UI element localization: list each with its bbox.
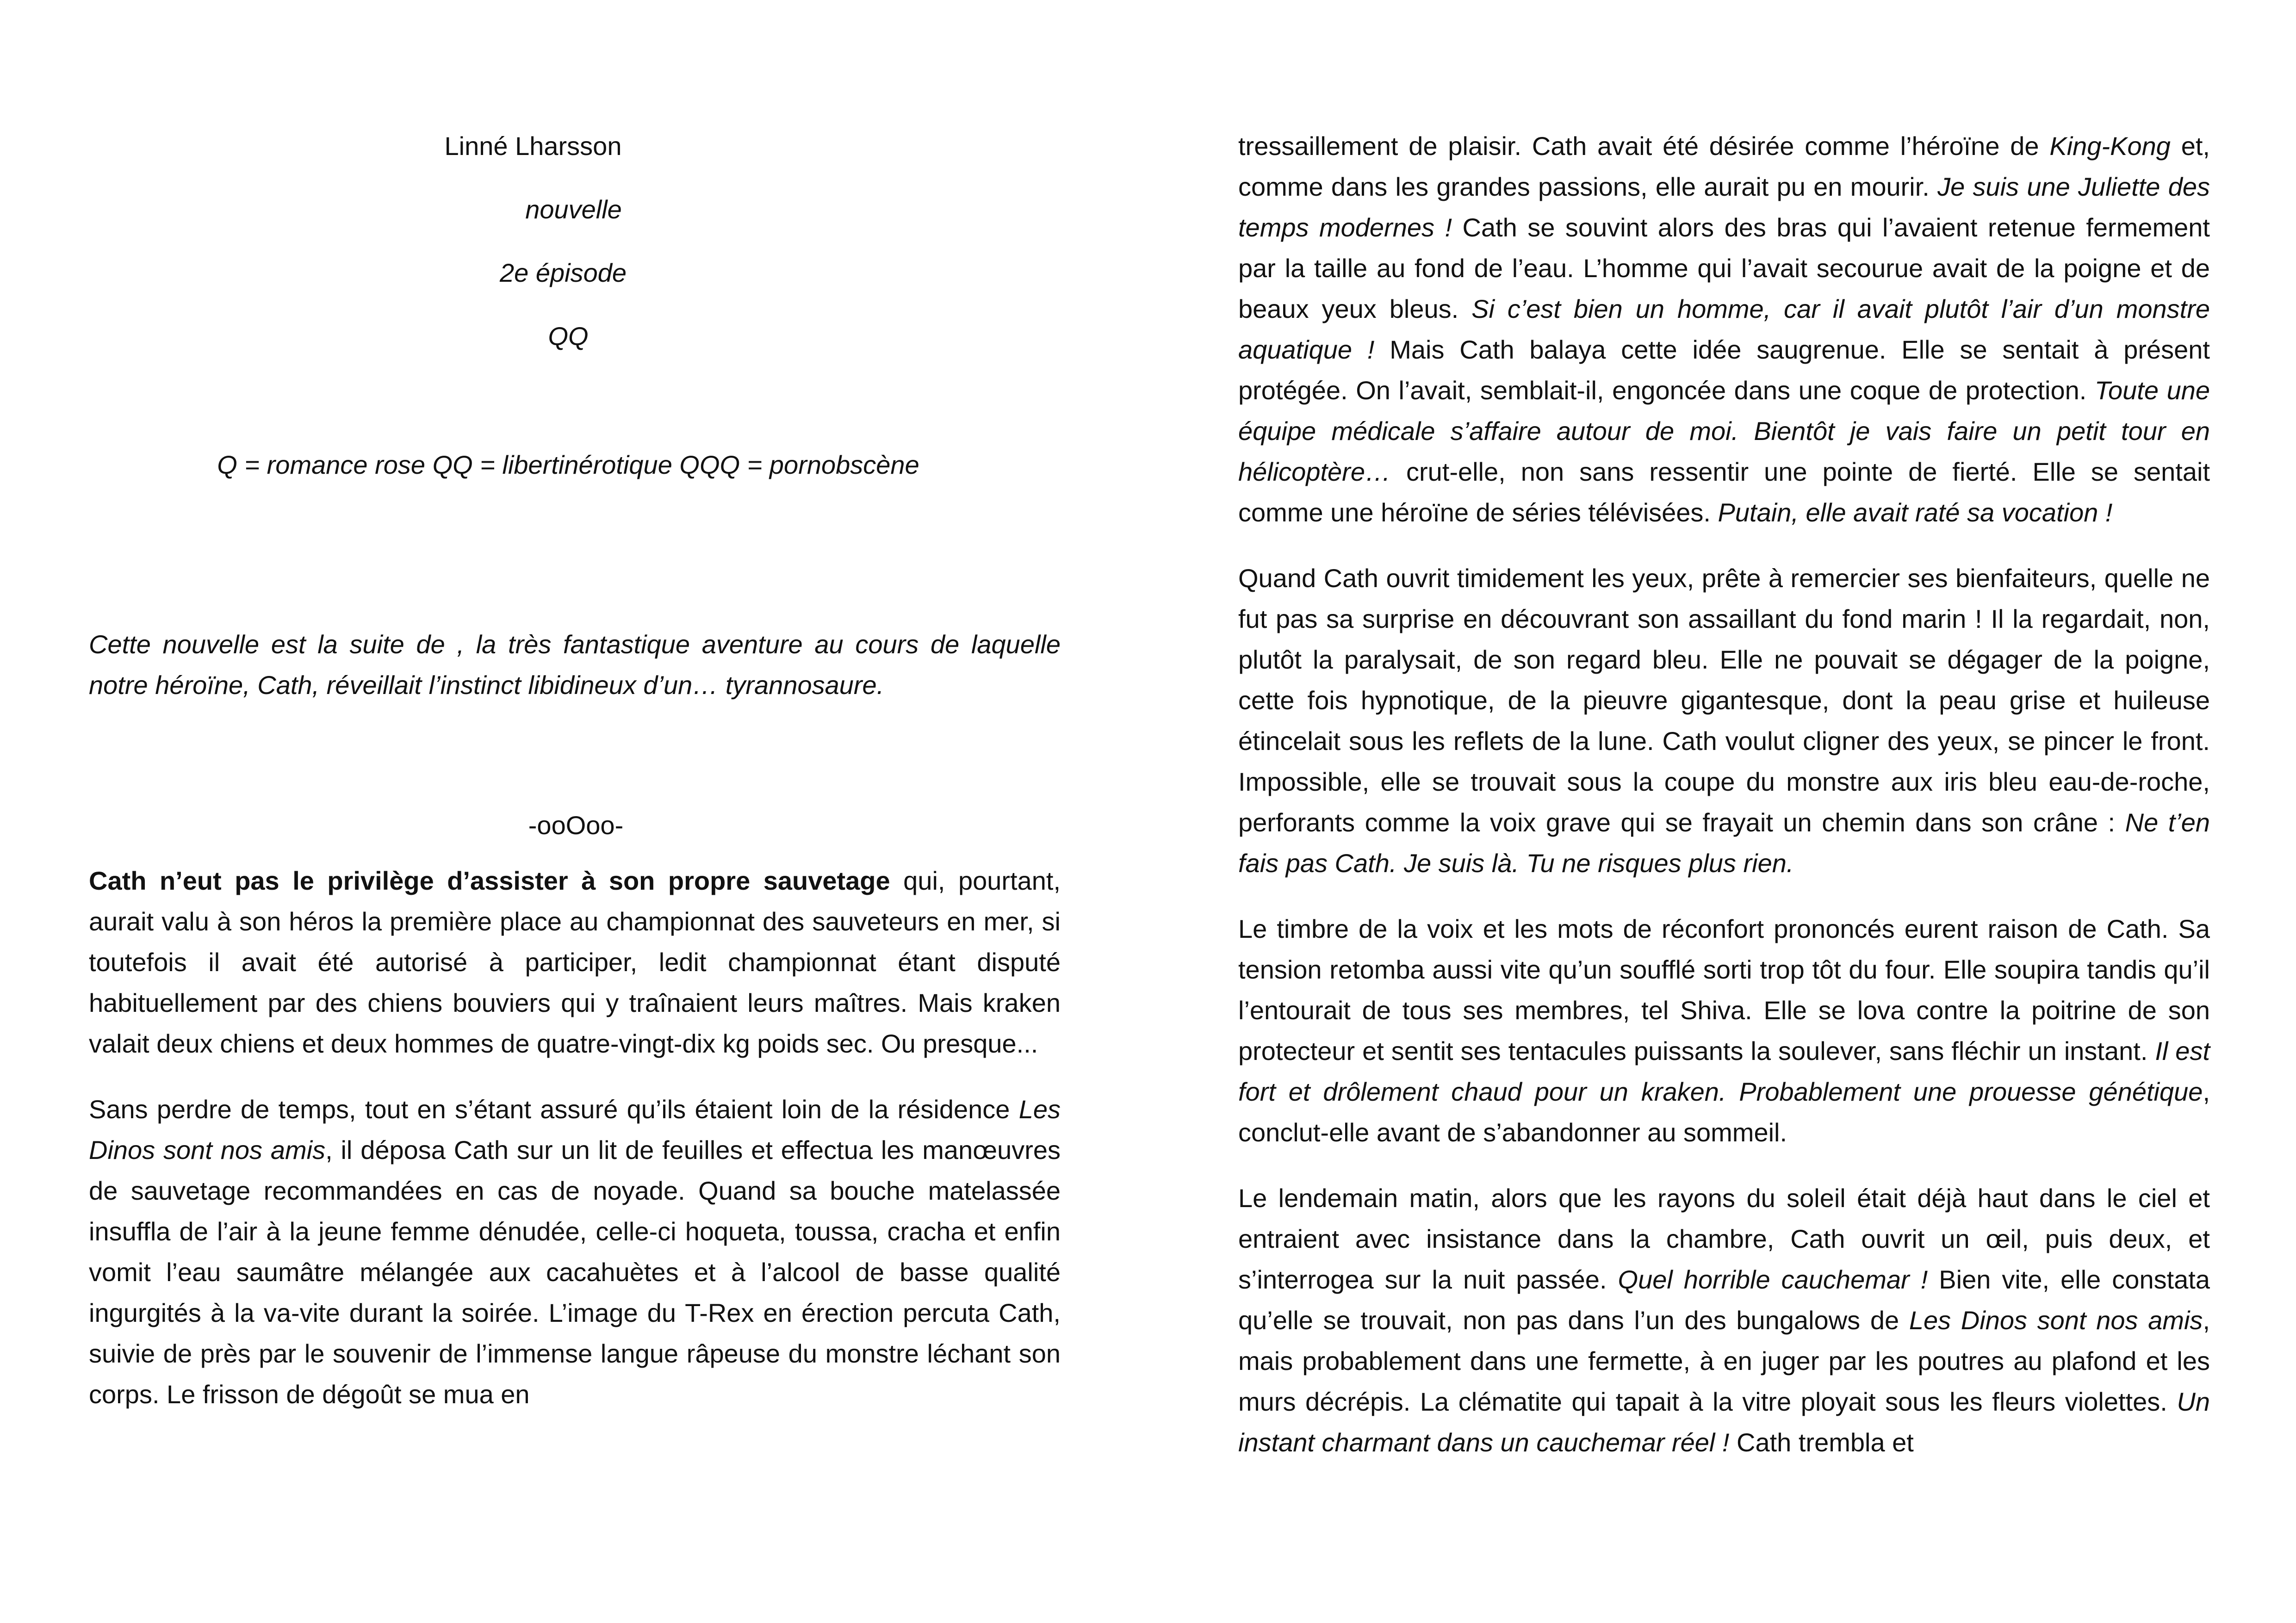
- paragraph-4-italic-1: Ne t’en fais pas Cath. Je suis là. Tu ne risques plus rien.: [1238, 808, 2210, 878]
- paragraph-1-lead: Cath n’eut pas le privilège d’assister à son propre sauvetage: [89, 866, 890, 895]
- paragraph-5: [1238, 909, 2210, 1153]
- section-separator: -ooOoo-: [528, 811, 624, 840]
- paragraph-4: [1238, 558, 2210, 884]
- left-page: [89, 126, 1061, 1440]
- paragraph-5-italic-1: Il est fort et drôlement chaud pour un kraken. Probablement une prouesse génétique: [1238, 1036, 2210, 1106]
- paragraph-5-text-a: Le timbre de la voix et les mots de réconfort prononcés eurent raison de Cath. Sa tension retomba aussi vite qu’un soufflé sorti trop tôt du four. Elle soupira tandis qu’il l’entourait de tous ses membres, tel Shiva. Elle se lova contre la poitrine de son protecteur et sentit ses tentacules puissants la soulever, sans fléchir un instant.: [1238, 914, 2210, 1065]
- paragraph-6-text-a: Le lendemain matin, alors que les rayons du soleil était déjà haut dans le ciel et entraient avec insistance dans la chambre, Cath ouvrit un œil, puis deux, et s’interrogea sur la nuit passée.: [1238, 1183, 2210, 1294]
- paragraph-3-text-b: et, comme dans les grandes passions, elle aurait pu en mourir.: [1238, 131, 2210, 201]
- rating-legend: Q = romance rose QQ = libertinérotique QQQ = pornobscène: [217, 450, 919, 479]
- right-page: [1238, 126, 2210, 1488]
- paragraph-6-italic-3: Un instant charmant dans un cauchemar réel !: [1238, 1387, 2210, 1457]
- paragraph-5-text-b: , conclut-elle avant de s’abandonner au sommeil.: [1238, 1077, 2210, 1147]
- paragraph-3-text-e: crut-elle, non sans ressentir une pointe de fierté. Elle se sentait comme une héroïne de séries télévisées.: [1238, 457, 2210, 527]
- paragraph-3-italic-5: Putain, elle avait raté sa vocation !: [1718, 498, 2113, 527]
- paragraph-2-text-a: Sans perdre de temps, tout en s’étant assuré qu’ils étaient loin de la résidence: [89, 1095, 1019, 1124]
- paragraph-3-text-a: tressaillement de plaisir. Cath avait été désirée comme l’héroïne de: [1238, 131, 2050, 161]
- paragraph-2: [89, 1089, 1061, 1415]
- paragraph-2-text-b: , il déposa Cath sur un lit de feuilles et effectua les manœuvres de sauvetage recommandées en cas de noyade. Quand sa bouche matelassée insuffla de l’air à la jeune femme dénudée, celle-ci hoqueta, toussa, cracha et enfin vomit l’eau saumâtre mélangée aux cacahuètes et à l’alcool de basse qualité ingurgités à la va-vite durant la soirée. L’image du T-Rex en érection percuta Cath, suivie de près par le souvenir de l’immense langue râpeuse du monstre léchant son corps. Le frisson de dégoût se mua en: [89, 1135, 1061, 1409]
- paragraph-1-text: qui, pourtant, aurait valu à son héros la première place au championnat des sauveteurs en mer, si toutefois il avait été autorisé à participer, ledit championnat étant disputé habituellement par des chiens bouviers qui y traînaient leurs maîtres. Mais kraken valait deux chiens et deux hommes de quatre-vingt-dix kg poids sec. Ou presque...: [89, 866, 1061, 1058]
- rating-label: QQ: [548, 322, 589, 351]
- paragraph-3-text-c: Cath se souvint alors des bras qui l’avaient retenue fermement par la taille au fond de l’eau. L’homme qui l’avait secourue avait de la poigne et de beaux yeux bleus.: [1238, 213, 2210, 323]
- paragraph-1: [89, 861, 1061, 1064]
- intro-note: Cette nouvelle est la suite de , la très fantastique aventure au cours de laquelle notre héroïne, Cath, réveillait l’instinct libidineux d’un… tyrannosaure.: [89, 630, 1061, 700]
- paragraph-6-text-c: , mais probablement dans une fermette, à en juger par les poutres au plafond et les murs décrépis. La clématite qui tapait à la vitre ployait sous les fleurs violettes.: [1238, 1306, 2210, 1416]
- paragraph-6-text-b: Bien vite, elle constata qu’elle se trouvait, non pas dans l’un des bungalows de: [1238, 1265, 2210, 1335]
- paragraph-3-italic-2: Je suis une Juliette des temps modernes !: [1238, 172, 2210, 242]
- paragraph-6-italic-1: Quel horrible cauchemar !: [1618, 1265, 1928, 1294]
- episode-label: 2e épisode: [499, 258, 627, 287]
- paragraph-3-italic-1: King-Kong: [2049, 131, 2171, 161]
- author-name: Linné Lharsson: [444, 131, 622, 161]
- paragraph-3: [1238, 126, 2210, 533]
- paragraph-2-italic: Les Dinos sont nos amis: [89, 1095, 1061, 1165]
- paragraph-6-italic-2: Les Dinos sont nos amis: [1909, 1306, 2203, 1335]
- paragraph-4-text-a: Quand Cath ouvrit timidement les yeux, prête à remercier ses bienfaiteurs, quelle ne fut pas sa surprise en découvrant son assaillant du fond marin ! Il la regardait, non, plutôt la paralysait, de son regard bleu. Elle ne pouvait se dégager de la poigne, cette fois hypnotique, de la pieuvre gigantesque, dont la peau grise et huileuse étincelait sous les reflets de la lune. Cath voulut cligner des yeux, se pincer le front. Impossible, elle se trouvait sous la coupe du monstre aux iris bleu eau-de-roche, perforants comme la voix grave qui se frayait un chemin dans son crâne :: [1238, 564, 2210, 837]
- paragraph-3-text-d: Mais Cath balaya cette idée saugrenue. Elle se sentait à présent protégée. On l’avait, semblait-il, engoncée dans une coque de protection.: [1238, 335, 2210, 405]
- genre-label: nouvelle: [525, 195, 622, 224]
- paragraph-3-italic-4: Toute une équipe médicale s’affaire autour de moi. Bientôt je vais faire un petit tour en hélicoptère…: [1238, 376, 2210, 486]
- paragraph-6: [1238, 1178, 2210, 1463]
- paragraph-3-italic-3: Si c’est bien un homme, car il avait plutôt l’air d’un monstre aquatique !: [1238, 294, 2210, 364]
- paragraph-6-text-d: Cath trembla et: [1729, 1428, 1914, 1457]
